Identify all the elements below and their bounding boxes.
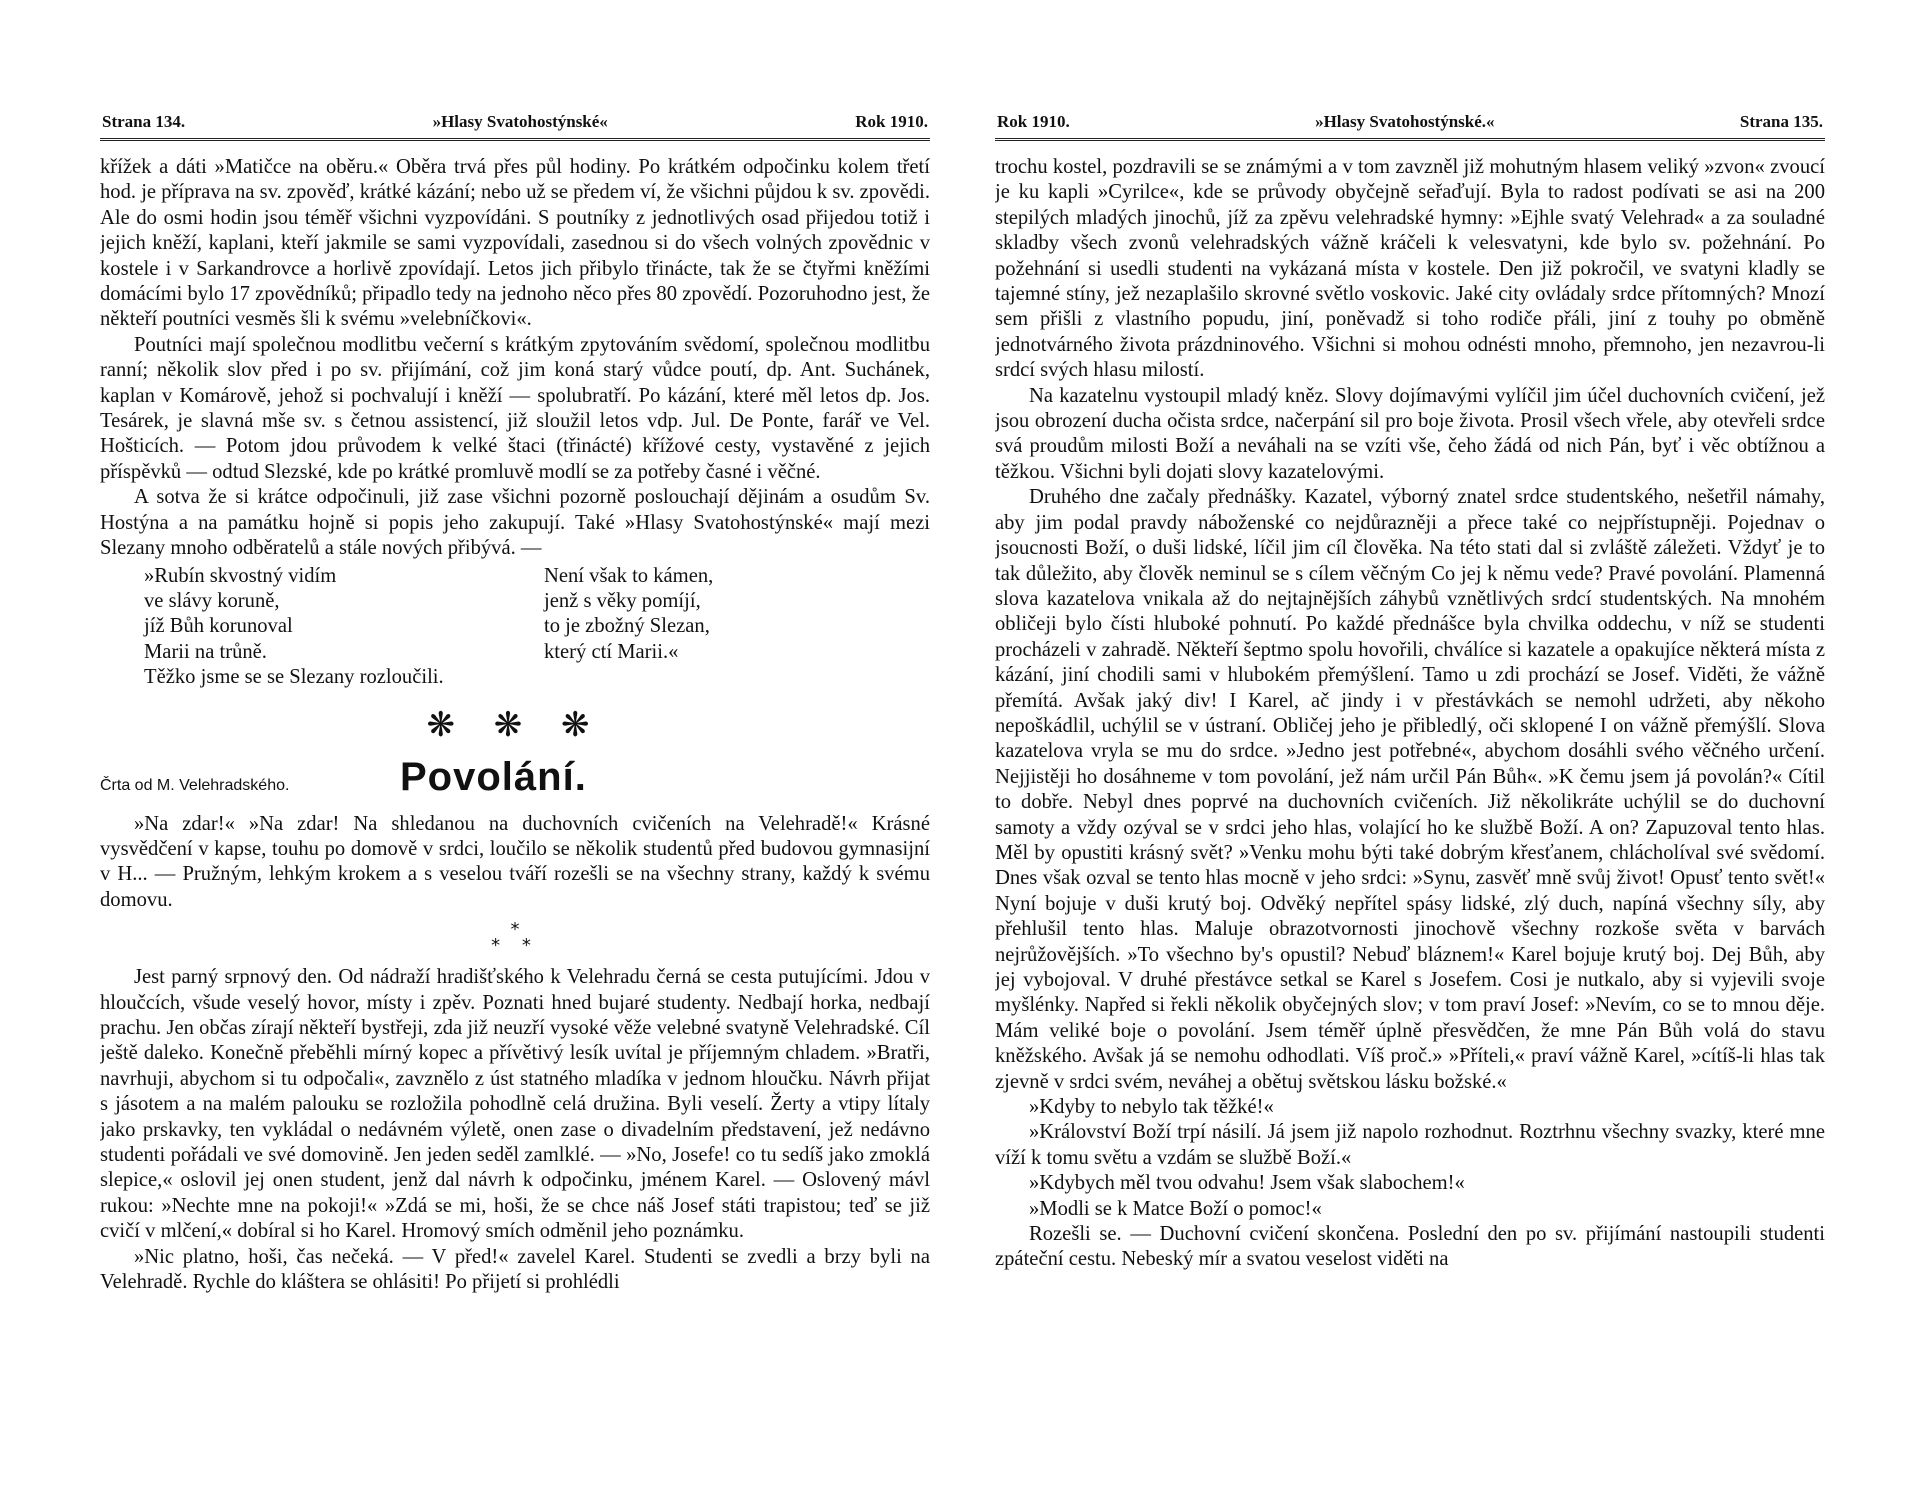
poem-line: Není však to kámen, — [544, 564, 714, 587]
paragraph: »Nic platno, hoši, čas nečeká. — V před!« zavelel Karel. Studenti se zvedli a brzy byli na Velehradě. Rychle do kláštera se ohlásiti! Po přijetí si prohlédli — [100, 1245, 930, 1294]
article-byline: Črta od M. Velehradského. — [100, 776, 290, 794]
poem — [144, 564, 930, 666]
right-text — [995, 155, 1825, 1273]
left-year: Rok 1910. — [855, 112, 928, 131]
paragraph: »Na zdar!« »Na zdar! Na shledanou na duchovních cvičeních na Velehradě!« Krásné vysvědčení v kapse, touhu po domově v srdci, loučilo se několik studentů před budovou gymnasijní v H... — Pružným, lehkým krokem a s veselou tváří rozešli se na všechny strany, každý k svému domovu. — [100, 812, 930, 911]
right-page-number: Strana 135. — [1739, 112, 1823, 131]
right-journal-title: »Hlasy Svatohostýnské.« — [1315, 112, 1495, 131]
left-page — [100, 112, 930, 1442]
paragraph: »Kdybych měl tvou odvahu! Jsem však slabochem!« — [1029, 1172, 1465, 1195]
poem-line: »Rubín skvostný vidím — [144, 564, 337, 587]
paragraph: Jest parný srpnový den. Od nádraží hradišťského k Velehradu černá se cesta putujícími. Jdou v hloučcích, všude veselý hovor, místy i zpěv. Poznati hned bujaré studenty. Nedbají horka, nedbají prachu. Jen občas zírají někteří bystřeji, zda již neuzří vysoké věže velebné svatyně Velehradské. Cíl ještě daleko. Konečně přeběhli mírný kopec a přívětivý lesík uvítal je příjemným chladem. »Bratři, navrhuji, abychom si tu odpočali«, zavznělo z úst statného mladíka v jednom hloučku. Návrh přijat s jásotem a na malém palouku se rozložila pohodlně celá družina. Byli veselí. Žerty a vtipy lítaly jako prskavky, ten vykládal o nedávném výletě, onen zase o divadelním představení, jež nedávno studenti pořádali ve své domovině. Jen jeden seděl zamlklé. — »No, Josefe! co tu sedíš jako zmoklá slepice,« oslovil jej onen student, jenž dal návrh k odpočinku, jménem Karel. — Oslovený mávl rukou: »Nechte mne na pokoji!« »Zdá se mi, hoši, že se chce náš Josef státi trapistou; teď se již cvičí v mlčení,« dobíral si ho Karel. Hromový smích odměnil jeho poznámku. — [100, 966, 930, 1243]
right-year: Rok 1910. — [997, 112, 1070, 131]
asterism-top: * — [510, 919, 520, 941]
poem-line: jenž s věky pomíjí, — [544, 589, 701, 612]
article-title: Povolání. — [400, 754, 587, 799]
paragraph: Poutníci mají společnou modlitbu večerní s krátkým zpytováním svědomí, společnou modlitbu ranní; několik slov před i po sv. přijímání, což jim koná starý vůdce poutí, dp. Ant. Suchánek, kaplan v Komárově, jehož si pochvalují i kněží — spolubratří. Po kázání, které měl letos dp. Jos. Tesárek, je slavná mše sv. s četnou assistencí, již sloužil letos vdp. Jul. De Ponte, farář ve Vel. Hošticích. — Potom jdou průvodem k velké štaci (třinácté) křížové cesty, vystavěné z jejich příspěvků — odtud Slezské, kde po krátké promluvě modlí se za potřeby časné i věčné. — [100, 333, 930, 483]
article-heading — [100, 755, 930, 800]
left-running-head — [100, 112, 930, 141]
paragraph: trochu kostel, pozdravili se se známými a v tom zavzněl již mohutným hlasem veliký »zvon« zvoucí je ku kapli »Cyrilce«, kde se průvody obyčejně seřaďují. Byla to radost podívati se asi na 200 stepilých mladých jinochů, jíž za zpěvu velehradské hymny: »Ejhle svatý Velehrad« a za souladné skladby všech zvonů velehradských vážně kráčeli k velesvatyni, kde bylo sv. požehnání. Po požehnání si usedli studenti na vykázaná místa v kostele. Den již pokročil, ve svatyni kladly se tajemné stíny, jež nezaplašilo skrovné světlo voskovic. Jaké city ovládaly srdce přítomných? Mnozí sem přišli z vlastního popudu, jiní, poněvadž si toho rodiče přáli, jiní z touhy po obměně jednotvárného života prázdninového. Všichni si mohou odnésti mnoho, přemnoho, jen nezavrou-li srdcí svých hlasu milostí. — [995, 156, 1825, 382]
poem-line: Marii na trůně. — [144, 640, 267, 663]
poem-line: to je zbožný Slezan, — [544, 615, 710, 638]
paragraph: křížek a dáti »Matičce na oběru.« Oběra trvá přes půl hodiny. Po krátkém odpočinku kolem třetí hod. je příprava na sv. zpověď, krátké kázání; nebo už se předem ví, že všichni půjdou k sv. zpovědi. Ale do osmi hodin jsou téměř všichni vyzpovídáni. S poutníky z jednotlivých osad přijedou totiž i jejich kněží, kaplani, kteří jakmile se sami vyzpovídali, zasednou si do všech volných zpovědnic v kostele i v Sarkandrovce a horlivě zpovídají. Letos jich přibylo třinácte, tak že se čtyřmi kněžími domácími bylo 17 zpovědníků; připadlo tedy na jednoho něco přes 80 zpovědí. Pozoruhodno jest, že někteří poutníci vesměs šli k svému »velebníčkovi«. — [100, 156, 930, 331]
paragraph: »Modli se k Matce Boží o pomoc!« — [1029, 1197, 1322, 1220]
poem-line: který ctí Marii.« — [544, 640, 679, 663]
paragraph: Rozešli se. — Duchovní cvičení skončena. Poslední den po sv. přijímání nastoupili studenti zpáteční cestu. Nebeský mír a svatou veselost viděti na — [995, 1223, 1825, 1271]
paragraph: »Kdyby to nebylo tak těžké!« — [1029, 1096, 1274, 1119]
paragraph: Druhého dne začaly přednášky. Kazatel, výborný znatel srdce studentského, nešetřil námahy, aby jim podal pravdy náboženské co nejdůrazněji a přece také co nejpřístupněji. Pojednav o jsoucnosti Boží, o duši lidské, líčil jim cíl člověka. Na této stati dal si zvláště záležeti. Vždyť je to tak důležito, aby člověk neminul se s cílem věčným Co jej k němu vede? Pravé povolání. Plamenná slova kazatelova vnikala až do nejtajnějších záhybů vznětlivých srdcí studentských. Na mnohém obličeji bylo čísti hluboké pohnutí. Po každé přednášce byla chvilka oddechu, v níž se studenti procházeli v zahradě. Někteří šeptmo spolu hovořili, chválíce si kazatele a opakujíce některá místa z kázání, jiní chodili sami v hlubokém přemýšlení. Tamo u zdi prochází se Josef. Viděti, že vážně přemítá. Avšak jaký div! I Karel, ač jindy i v přestávkách se nemohl udržeti, aby někoho nepoškádlil, uchýlil se v ústraní. Obličej jeho je přibledlý, oči sklopené I on vážně přemýšlí. Slova kazatelova vryla se mu do srdce. »Jedno jest potřebné«, abychom dosáhli svého věčného určení. Nejjistěji ho dosáhneme v tom povolání, jež nám určil Pán Bůh«. »K čemu jsem já povolán?« Cítil to dobře. Nebyl dnes poprvé na duchovních cvičeních. Již několikráte uchýlil se do duchovní samoty a vždy ozýval se v srdci jeho hlas, volající ho ke službě Boží. A on? Zapuzoval tento hlas. Měl by opustiti krásný svět? »Venku mohu býti také dobrým křesťanem, chlácholíval své svědomí. Dnes však ozval se tento hlas mocně v jeho srdci: »Synu, zasvěť mně svůj život! Opusť tento svět!« Nyní bojuje v duši krutý boj. Odvěký nepřítel spásy lidské, zlý duch, napíná všechny síly, aby přehlušil tento hlas. Maluje obrazotvornosti jinochově všechny rozkoše světa v barvách nejrůžovějších. »To všechno by's opustil? Nebuď bláznem!« Karel bojuje krutý boj. Dej Bůh, aby jej vybojoval. V druhé přestávce setkal se Karel s Josefem. Cosi je nutkalo, aby si vyjevili svoje myšlénky. Napřed si řekli několik obyčejných slov; v tom praví Josef: »Nevím, co se to mnou děje. Mám veliké boje o povolání. Jsem téměř úplně přesvědčen, že mne Pán Bůh volá do stavu kněžského. Avšak já se nemohu odhodlati. Víš proč.» »Příteli,« praví vážně Karel, »cítíš-li hlas tak zjevně v srdci svém, neváhej a obětuj světskou lásku božské.« — [995, 486, 1825, 1093]
left-journal-title: »Hlasy Svatohostýnské« — [432, 112, 608, 131]
paragraph: Na kazatelnu vystoupil mladý kněz. Slovy dojímavými vylíčil jim účel duchovních cvičení, jež jsou obrození ducha očista srdce, načerpání sil pro boje života. Prosil všech vřele, aby otevřeli srdce svá proudům milosti Boží a neváhali na se vzíti vše, čeho žádá od nich Pán, byť i věc obtížnou a těžkou. Všichni byli dojati slovy kazatelovými. — [995, 384, 1825, 483]
asterism-bottom: * * — [491, 935, 539, 957]
right-running-head — [995, 112, 1825, 141]
paragraph: »Království Boží trpí násilí. Já jsem již napolo rozhodnut. Roztrhnu všechny svazky, které mne víží k tomu světu a vzdám se službě Boží.« — [995, 1121, 1825, 1169]
poem-column-2 — [544, 564, 904, 666]
poem-line: jíž Bůh korunoval — [144, 615, 293, 638]
right-page — [995, 112, 1825, 1442]
poem-column-1 — [144, 564, 504, 666]
article-intro-block — [100, 812, 930, 914]
article-body-left — [100, 965, 930, 1295]
left-text — [100, 155, 930, 562]
paragraph: A sotva že si krátce odpočinuli, již zase všichni pozorně poslouchají dějinám a osudům Sv. Hostýna a na památku hojně si popis jeho zakupují. Také »Hlasy Svatohostýnské« mají mezi Slezany mnoho odběratelů a stále nových přibývá. — — [100, 486, 930, 560]
section-divider-ornament: ❋ ❋ ❋ — [426, 704, 604, 745]
poem-closing-line: Těžko jsme se se Slezany rozloučili. — [144, 666, 444, 689]
asterism-divider — [100, 919, 930, 957]
poem-line: ve slávy koruně, — [144, 589, 280, 612]
left-page-number: Strana 134. — [102, 112, 186, 131]
